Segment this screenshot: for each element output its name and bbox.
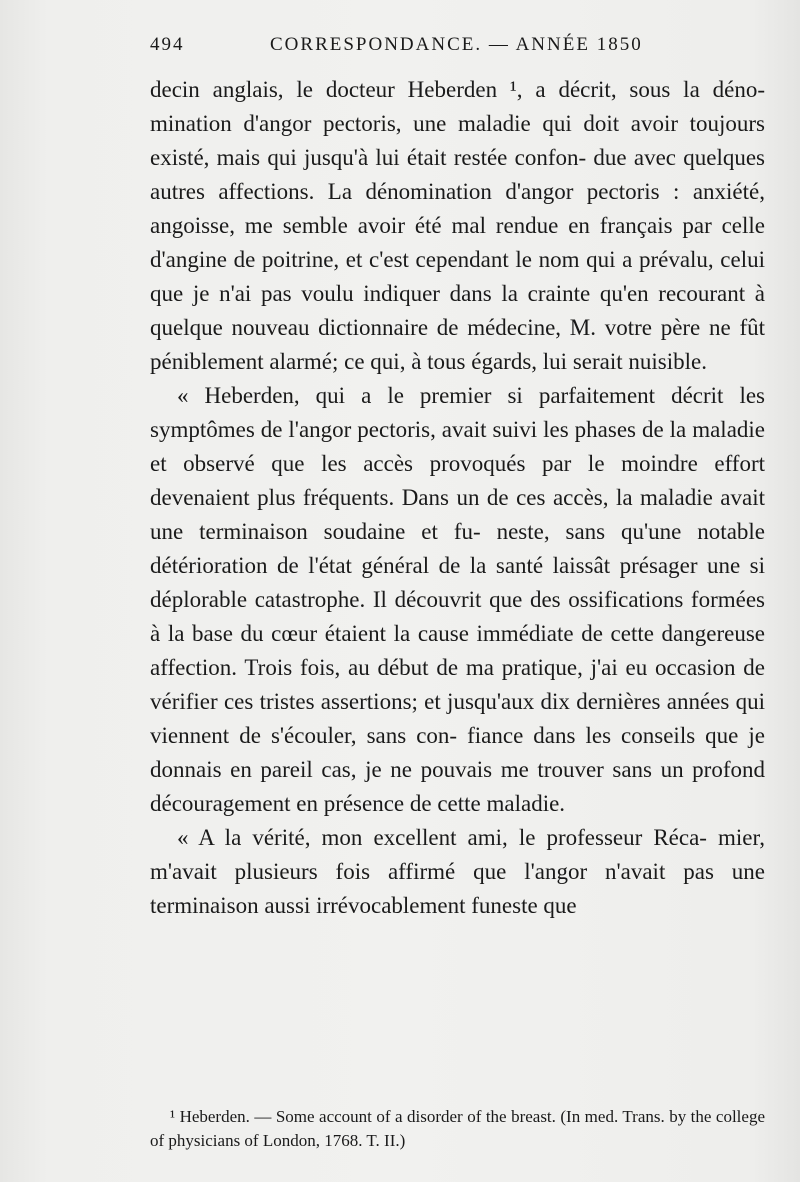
text-line: « A la vérité, mon excellent ami, le professeur Réca-	[177, 825, 707, 850]
text-line: dix dernières années qui viennent de s'écouler, sans con-	[150, 689, 765, 748]
text-line: affection. Trois fois, au début de ma pratique, j'ai eu	[150, 655, 648, 680]
text-line: serait nuisible.	[572, 349, 707, 374]
text-line: neste, sans qu'une notable détérioration de l'état général	[150, 519, 765, 578]
text-line: symptômes de l'angor pectoris, avait suivi les phases de	[150, 417, 664, 442]
text-line: ne pouvais me trouver sans un profond découragement	[150, 757, 766, 816]
footnote-line: Trans. by the college of physicians of London, 1768. T. II.)	[150, 1107, 765, 1150]
text-line: fiance dans les conseils que je donnais en pareil cas, je	[150, 723, 766, 782]
running-header	[150, 30, 763, 60]
text-line: mier, m'avait plusieurs fois affirmé que l'angor n'avait	[150, 825, 765, 884]
text-line: la maladie et observé que les accès provoqués par le	[150, 417, 765, 476]
text-line: moindre effort devenaient plus fréquents. Dans un de ces	[150, 451, 766, 510]
text-line: quelque nouveau dictionnaire de médecine, M. votre père	[150, 315, 701, 340]
text-line: de la santé laissât présager une si déplorable catastrophe.	[150, 553, 766, 612]
text-line: Il découvrit que des ossifications formées à la base du	[150, 587, 766, 646]
paragraph-1	[150, 73, 765, 379]
text-line: decin anglais, le docteur Heberden ¹, a décrit, sous la déno-	[150, 77, 765, 102]
text-line: pas voulu indiquer dans la crainte qu'en recourant à	[260, 281, 765, 306]
text-line: en présence de cette maladie.	[296, 791, 566, 816]
footnote	[150, 1105, 765, 1153]
text-line: toujours existé, mais qui jusqu'à lui était restée confon-	[150, 111, 765, 170]
footnote-line: ¹ Heberden. — Some account of a disorder of the breast. (In med.	[170, 1107, 619, 1126]
text-line: cœur étaient la cause immédiate de cette dangereuse	[271, 621, 765, 646]
text-line: due avec quelques autres affections. La dénomination	[150, 145, 766, 204]
text-line: mal rendue en français par celle d'angine de poitrine, et	[150, 213, 765, 272]
text-line: ne fût péniblement alarmé; ce qui, à tous égards, lui	[150, 315, 766, 374]
text-line: occasion de vérifier ces tristes assertions; et jusqu'aux	[150, 655, 766, 714]
text-line: pas une terminaison aussi irrévocablement funeste que	[150, 859, 765, 918]
running-title: CORRESPONDANCE. — ANNÉE 1850	[270, 34, 643, 55]
paragraph-2	[150, 379, 765, 821]
text-line: mination d'angor pectoris, une maladie qui doit avoir	[150, 111, 678, 136]
body-text	[150, 73, 765, 923]
text-line: « Heberden, qui a le premier si parfaitement décrit les	[177, 383, 765, 408]
text-line: accès, la maladie avait une terminaison soudaine et fu-	[150, 485, 765, 544]
text-line: c'est cependant le nom qui a prévalu, celui que je n'ai	[150, 247, 765, 306]
text-line: d'angor pectoris : anxiété, angoisse, me semble avoir été	[150, 179, 765, 238]
paragraph-3	[150, 821, 765, 923]
page-number: 494	[150, 34, 185, 55]
